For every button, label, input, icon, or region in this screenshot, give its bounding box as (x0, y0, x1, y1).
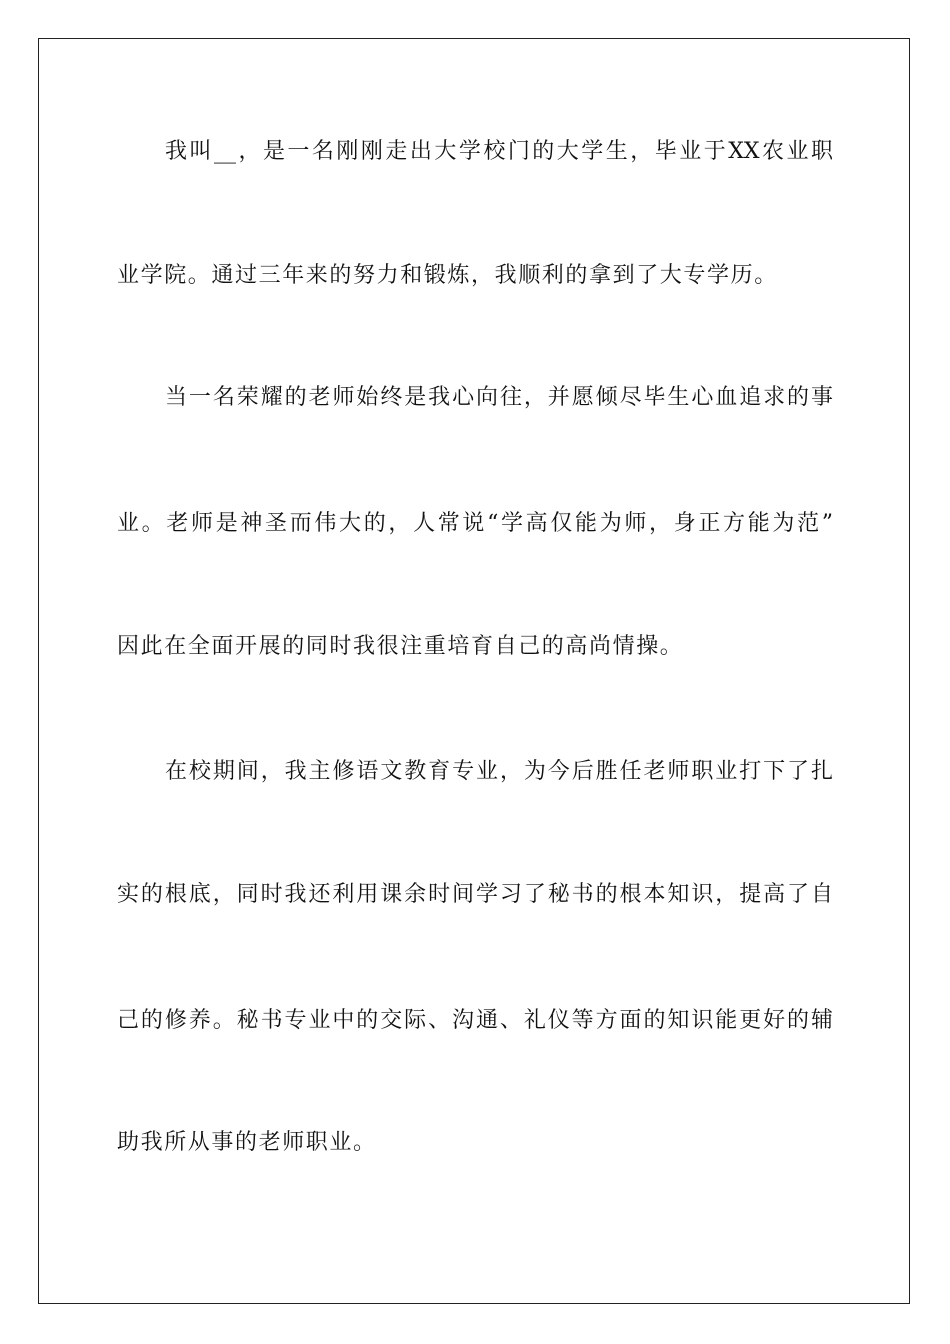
paragraph-2-line-3: 因此在全面开展的同时我很注重培育自己的高尚情操。 (117, 634, 684, 659)
paragraph-2-line-1: 当一名荣耀的老师始终是我心向往，并愿倾尽毕生心血追求的事 (165, 385, 833, 410)
paragraph-2-line-2: 业。老师是神圣而伟大的，人常说“学高仅能为师，身正方能为范” (117, 511, 833, 536)
paragraph-3-line-4: 助我所从事的老师职业。 (117, 1130, 377, 1155)
paragraph-3-line-2: 实的根底，同时我还利用课余时间学习了秘书的根本知识，提高了自 (117, 882, 833, 907)
page-border (38, 38, 910, 1304)
paragraph-1-line-1: 我叫__，是一名刚刚走出大学校门的大学生，毕业于XX农业职 (165, 139, 833, 164)
paragraph-3-line-1: 在校期间，我主修语文教育专业，为今后胜任老师职业打下了扎 (165, 759, 833, 784)
paragraph-3-line-3: 己的修养。秘书专业中的交际、沟通、礼仪等方面的知识能更好的辅 (117, 1008, 833, 1033)
paragraph-1-line-2: 业学院。通过三年来的努力和锻炼，我顺利的拿到了大专学历。 (117, 263, 778, 288)
